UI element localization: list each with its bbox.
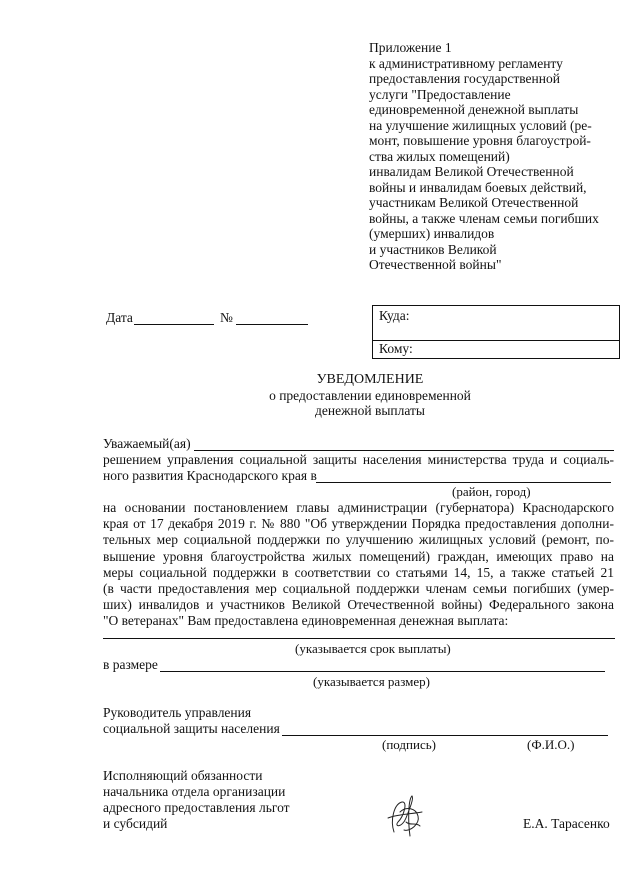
address-box (372, 305, 620, 359)
appendix-line: ства жилых помещений) (369, 148, 510, 164)
notice-subtitle-2: денежной выплаты (315, 403, 425, 418)
exec-title-line: адресного предоставления льгот (103, 800, 290, 815)
amount-hint: (указывается размер) (313, 674, 430, 689)
basis-line: ших) инвалидов и участников Великой Отечественной войны) Федерального закона (103, 597, 614, 613)
appendix-line: войны, а также членам семьи погибших (369, 210, 599, 226)
number-field-line (236, 324, 308, 325)
appendix-line: Отечественной войны" (369, 257, 502, 272)
appendix-line: единовременной денежной выплаты (369, 102, 579, 117)
appendix-line: монт, повышение уровня благоустрой- (369, 133, 591, 148)
notice-subtitle-1: о предоставлении единовременной (269, 388, 471, 403)
decision-paragraph (103, 452, 614, 468)
date-label: Дата (106, 310, 133, 325)
basis-paragraph (103, 500, 614, 630)
head-signature-line (282, 735, 608, 736)
signature-hint: (подпись) (382, 737, 436, 752)
appendix-line: войны и инвалидам боевых действий, (369, 179, 587, 195)
appendix-block (369, 40, 599, 273)
exec-name: Е.А. Тарасенко (523, 816, 610, 831)
exec-title (103, 768, 290, 832)
appendix-line: и участников Великой (369, 241, 497, 257)
decision-line-2: ного развития Краснодарского края в (103, 468, 317, 483)
appendix-line: предоставления государственной (369, 71, 560, 86)
appendix-line: на улучшение жилищных условий (ре- (369, 117, 592, 133)
greeting-field-line (194, 450, 614, 451)
exec-title-line: и субсидий (103, 816, 168, 831)
to-where-label: Куда: (379, 308, 410, 323)
name-hint: (Ф.И.О.) (527, 737, 575, 752)
appendix-line: к административному регламенту (369, 55, 563, 71)
exec-title-line: Исполняющий обязанности (103, 768, 263, 783)
basis-line: тельных мер социальной поддержки по улучшению жилищных условий (ремонт, по- (103, 532, 614, 548)
appendix-line: услуги "Предоставление (369, 86, 511, 102)
district-field-line (316, 482, 611, 483)
date-field-line (134, 324, 214, 325)
basis-line: края от 17 декабря 2019 г. № 880 "Об утверждении Порядка предоставления дополни- (103, 516, 614, 532)
decision-line-1: решением управления социальной защиты населения министерства труда и социаль- (103, 452, 614, 467)
basis-line: меры социальной поддержки в соответствии со статьями 14, 15, а также статьей 21 (103, 564, 614, 580)
appendix-line: инвалидам Великой Отечественной (369, 164, 574, 179)
notice-title: УВЕДОМЛЕНИЕ (316, 372, 424, 387)
basis-line: "О ветеранах" Вам предоставлена единовременная денежная выплата: (103, 613, 509, 629)
period-hint: (указывается срок выплаты) (295, 641, 451, 656)
head-title-line-2: социальной защиты населения (103, 721, 280, 736)
appendix-line: Приложение 1 (369, 40, 452, 55)
appendix-line: участникам Великой Отечественной (369, 195, 579, 210)
to-whom-label: Кому: (379, 341, 413, 356)
number-label: № (220, 310, 233, 325)
greeting-label: Уважаемый(ая) (103, 436, 191, 451)
amount-field-line (160, 671, 605, 672)
basis-line: на основании постановлением главы администрации (губернатора) Краснодарского (103, 500, 614, 515)
head-title-line-1: Руководитель управления (103, 705, 252, 720)
basis-line: (в части предоставления мер социальной поддержки членам семьи погибших (умер- (103, 581, 614, 597)
exec-title-line: начальника отдела организации (103, 784, 286, 799)
amount-label: в размере (103, 657, 158, 672)
handwritten-signature (380, 792, 432, 844)
period-field-line (103, 638, 615, 639)
appendix-line: (умерших) инвалидов (369, 226, 495, 241)
district-hint: (район, город) (452, 484, 531, 499)
basis-line: вышение уровня благоустройства жилых помещений) граждан, имеющих право на (103, 548, 614, 564)
